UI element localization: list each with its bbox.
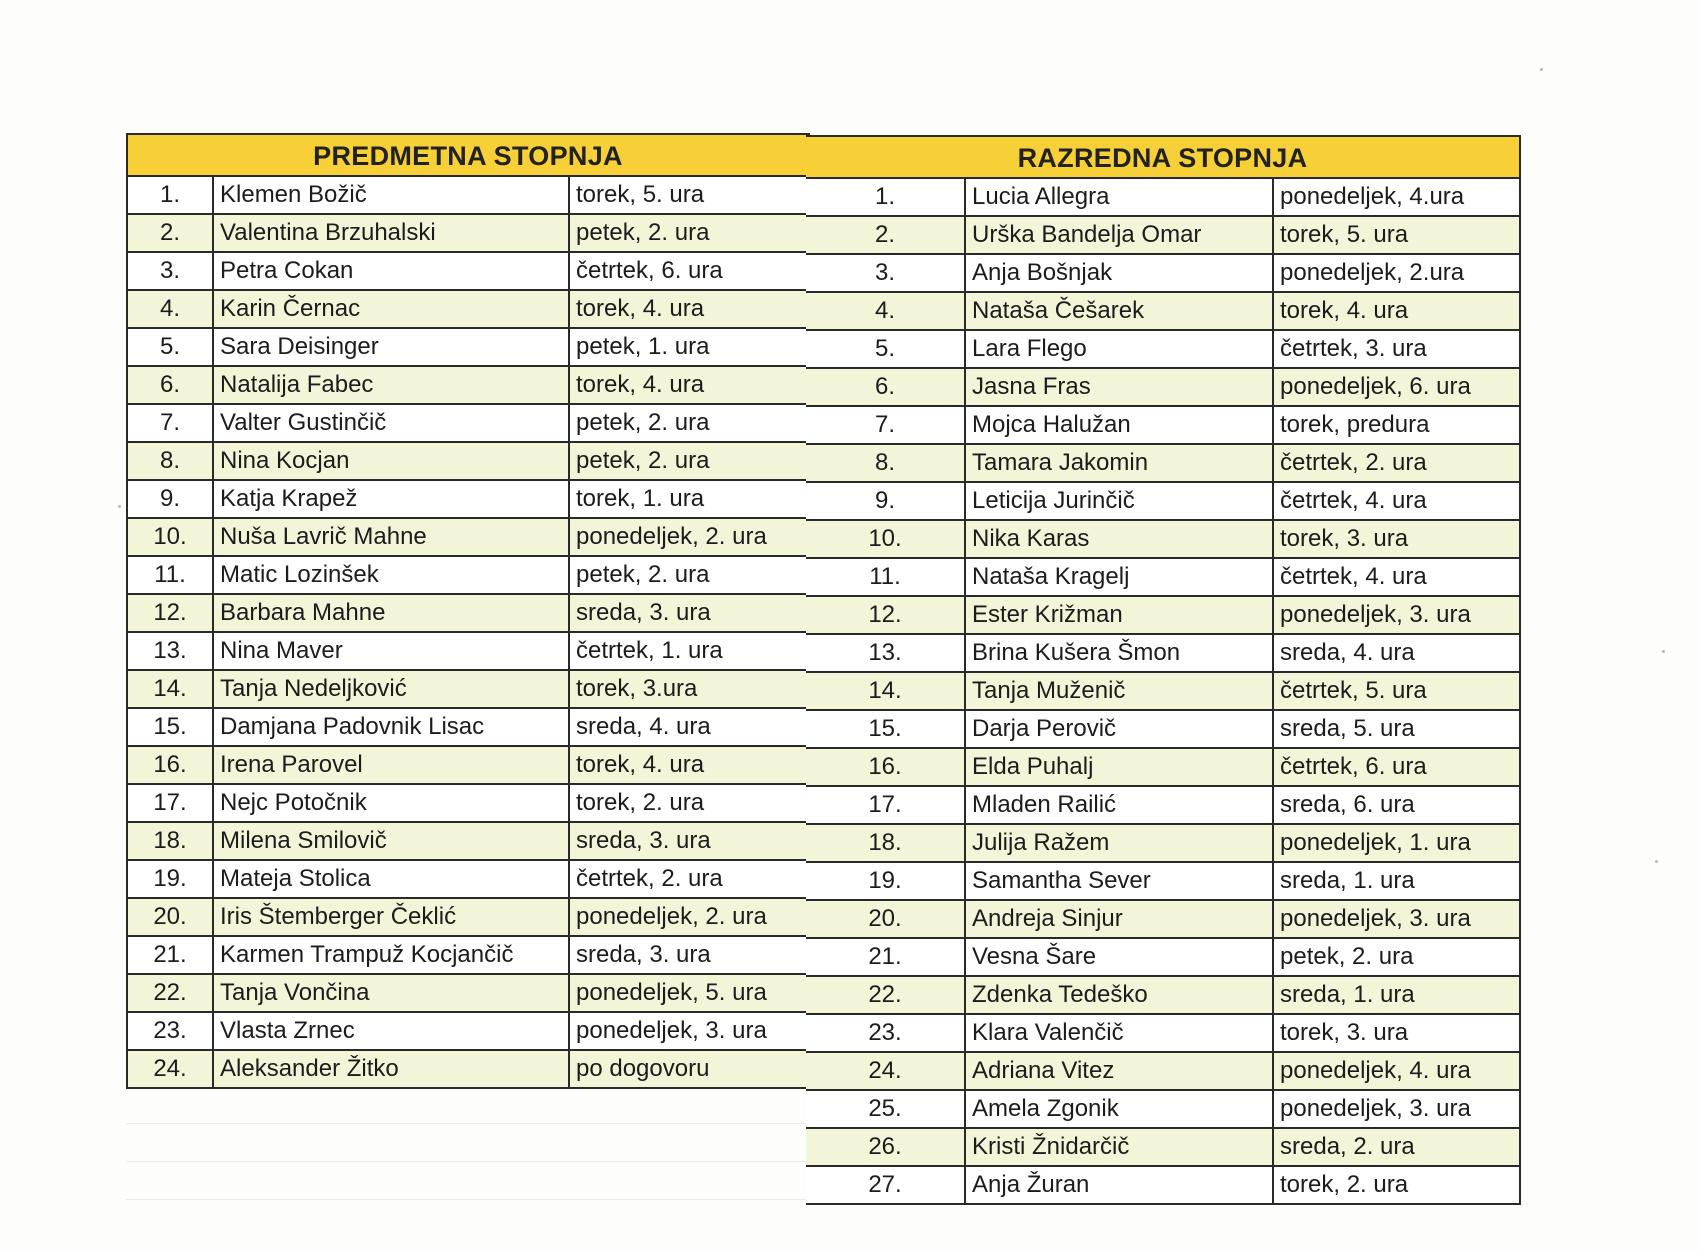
teacher-name: Jasna Fras: [964, 369, 1272, 405]
table-row: [128, 633, 808, 671]
teacher-name: Leticija Jurinčič: [964, 483, 1272, 519]
consultation-time: sreda, 6. ura: [1272, 787, 1519, 823]
consultation-time: torek, 4. ura: [1272, 293, 1519, 329]
consultation-time: petek, 2. ura: [568, 443, 808, 479]
row-number: 5.: [159, 333, 180, 360]
table-row: [128, 595, 808, 633]
teacher-name: Damjana Padovnik Lisac: [212, 709, 568, 745]
table-row: [806, 217, 1519, 255]
row-number: 19.: [153, 865, 187, 892]
row-number: 12.: [868, 601, 902, 628]
table-row: [806, 749, 1519, 787]
table-row: [806, 445, 1519, 483]
consultation-time: ponedeljek, 2. ura: [568, 899, 808, 935]
teacher-name: Katja Krapež: [212, 481, 568, 517]
teacher-name: Sara Deisinger: [212, 329, 568, 365]
row-number: 1.: [159, 181, 180, 208]
consultation-time: ponedeljek, 4. ura: [1272, 1053, 1519, 1089]
row-number: 2.: [874, 221, 895, 248]
table-row: [806, 1091, 1519, 1129]
consultation-time: sreda, 3. ura: [568, 823, 808, 859]
row-number: 3.: [159, 257, 180, 284]
consultation-time: petek, 1. ura: [568, 329, 808, 365]
teacher-name: Lara Flego: [964, 331, 1272, 367]
razredna-stopnja-rows: [806, 179, 1519, 1205]
row-number: 3.: [874, 259, 895, 286]
teacher-name: Iris Štemberger Čeklić: [212, 899, 568, 935]
consultation-time: sreda, 1. ura: [1272, 863, 1519, 899]
row-number: 4.: [159, 295, 180, 322]
teacher-name: Karin Černac: [212, 291, 568, 327]
row-number: 1.: [874, 183, 895, 210]
row-number: 14.: [868, 677, 902, 704]
row-number: 18.: [153, 827, 187, 854]
consultation-time: četrtek, 3. ura: [1272, 331, 1519, 367]
row-number: 16.: [153, 751, 187, 778]
consultation-time: sreda, 3. ura: [568, 595, 808, 631]
teacher-name: Klemen Božič: [212, 177, 568, 213]
row-number: 21.: [868, 943, 902, 970]
table-row: [128, 861, 808, 899]
consultation-time: četrtek, 6. ura: [568, 253, 808, 289]
row-number: 15.: [868, 715, 902, 742]
table-row: [806, 1167, 1519, 1205]
table-row: [128, 975, 808, 1013]
consultation-time: sreda, 4. ura: [568, 709, 808, 745]
consultation-time: četrtek, 6. ura: [1272, 749, 1519, 785]
consultation-time: torek, 3. ura: [1272, 1015, 1519, 1051]
table-row: [128, 519, 808, 557]
table-row: [806, 1129, 1519, 1167]
table-row: [128, 671, 808, 709]
row-number: 19.: [868, 867, 902, 894]
table-row: [128, 177, 808, 215]
consultation-time: sreda, 3. ura: [568, 937, 808, 973]
table-row: [806, 483, 1519, 521]
teacher-name: Tanja Vončina: [212, 975, 568, 1011]
table-row: [806, 521, 1519, 559]
consultation-time: sreda, 5. ura: [1272, 711, 1519, 747]
teacher-name: Ester Križman: [964, 597, 1272, 633]
row-number: 20.: [153, 903, 187, 930]
teacher-name: Lucia Allegra: [964, 179, 1272, 215]
consultation-time: sreda, 1. ura: [1272, 977, 1519, 1013]
table-row: [806, 369, 1519, 407]
teacher-name: Adriana Vitez: [964, 1053, 1272, 1089]
row-number: 11.: [154, 561, 186, 588]
table-row: [128, 215, 808, 253]
consultation-time: torek, 4. ura: [568, 291, 808, 327]
row-number: 25.: [868, 1095, 902, 1122]
teacher-name: Milena Smilovič: [212, 823, 568, 859]
row-number: 15.: [153, 713, 187, 740]
teacher-name: Natalija Fabec: [212, 367, 568, 403]
teacher-name: Nataša Kragelj: [964, 559, 1272, 595]
table-row: [128, 405, 808, 443]
table-row: [128, 899, 808, 937]
table-row: [128, 937, 808, 975]
teacher-name: Matic Lozinšek: [212, 557, 568, 593]
row-number: 11.: [869, 563, 901, 590]
consultation-time: torek, predura: [1272, 407, 1519, 443]
razredna-stopnja-table: [806, 135, 1521, 1205]
row-number: 8.: [159, 447, 180, 474]
consultation-time: ponedeljek, 3. ura: [1272, 901, 1519, 937]
consultation-time: četrtek, 4. ura: [1272, 559, 1519, 595]
row-number: 9.: [159, 485, 180, 512]
consultation-time: sreda, 4. ura: [1272, 635, 1519, 671]
teacher-name: Karmen Trampuž Kocjančič: [212, 937, 568, 973]
table-row: [806, 255, 1519, 293]
teacher-name: Tanja Nedeljković: [212, 671, 568, 707]
consultation-time: četrtek, 5. ura: [1272, 673, 1519, 709]
row-number: 4.: [874, 297, 895, 324]
scan-speck: [118, 505, 121, 508]
consultation-time: četrtek, 4. ura: [1272, 483, 1519, 519]
table-row: [806, 1053, 1519, 1091]
table-row: [806, 825, 1519, 863]
table-row: [806, 939, 1519, 977]
table-row: [806, 407, 1519, 445]
consultation-time: četrtek, 1. ura: [568, 633, 808, 669]
consultation-time: torek, 4. ura: [568, 367, 808, 403]
teacher-name: Nataša Češarek: [964, 293, 1272, 329]
teacher-name: Brina Kušera Šmon: [964, 635, 1272, 671]
row-number: 8.: [874, 449, 895, 476]
table-row: [806, 331, 1519, 369]
consultation-time: sreda, 2. ura: [1272, 1129, 1519, 1165]
row-number: 26.: [868, 1133, 902, 1160]
row-number: 7.: [874, 411, 895, 438]
row-number: 7.: [159, 409, 180, 436]
teacher-name: Julija Ražem: [964, 825, 1272, 861]
teacher-name: Elda Puhalj: [964, 749, 1272, 785]
consultation-time: ponedeljek, 2. ura: [568, 519, 808, 555]
row-number: 10.: [153, 523, 187, 550]
row-number: 13.: [153, 637, 187, 664]
consultation-time: torek, 3. ura: [1272, 521, 1519, 557]
teacher-name: Nejc Potočnik: [212, 785, 568, 821]
table-row: [128, 1013, 808, 1051]
predmetna-stopnja-table: [126, 133, 810, 1089]
consultation-time: ponedeljek, 2.ura: [1272, 255, 1519, 291]
consultation-time: četrtek, 2. ura: [1272, 445, 1519, 481]
table-row: [128, 291, 808, 329]
faint-grid-lines: [126, 1086, 806, 1206]
scan-speck: [1540, 68, 1543, 71]
teacher-name: Samantha Sever: [964, 863, 1272, 899]
row-number: 22.: [153, 979, 187, 1006]
teacher-name: Andreja Sinjur: [964, 901, 1272, 937]
consultation-time: ponedeljek, 3. ura: [568, 1013, 808, 1049]
row-number: 6.: [874, 373, 895, 400]
teacher-name: Petra Cokan: [212, 253, 568, 289]
teacher-name: Irena Parovel: [212, 747, 568, 783]
table-row: [806, 597, 1519, 635]
teacher-name: Nuša Lavrič Mahne: [212, 519, 568, 555]
table-row: [806, 293, 1519, 331]
consultation-time: po dogovoru: [568, 1051, 808, 1087]
table-row: [128, 253, 808, 291]
row-number: 20.: [868, 905, 902, 932]
table-row: [806, 673, 1519, 711]
consultation-time: torek, 5. ura: [1272, 217, 1519, 253]
table-row: [806, 711, 1519, 749]
teacher-name: Klara Valenčič: [964, 1015, 1272, 1051]
table-row: [128, 709, 808, 747]
row-number: 6.: [159, 371, 180, 398]
consultation-time: ponedeljek, 3. ura: [1272, 1091, 1519, 1127]
row-number: 9.: [874, 487, 895, 514]
table-row: [806, 787, 1519, 825]
consultation-time: torek, 3.ura: [568, 671, 808, 707]
teacher-name: Tamara Jakomin: [964, 445, 1272, 481]
row-number: 24.: [153, 1055, 187, 1082]
table-row: [806, 635, 1519, 673]
teacher-name: Vesna Šare: [964, 939, 1272, 975]
row-number: 23.: [153, 1017, 187, 1044]
consultation-time: ponedeljek, 4.ura: [1272, 179, 1519, 215]
consultation-time: torek, 5. ura: [568, 177, 808, 213]
row-number: 10.: [868, 525, 902, 552]
teacher-name: Valentina Brzuhalski: [212, 215, 568, 251]
row-number: 2.: [159, 219, 180, 246]
table-row: [128, 329, 808, 367]
table-row: [806, 559, 1519, 597]
teacher-name: Anja Žuran: [964, 1167, 1272, 1203]
predmetna-stopnja-header: PREDMETNA STOPNJA: [128, 135, 808, 177]
consultation-time: torek, 4. ura: [568, 747, 808, 783]
predmetna-stopnja-rows: [128, 177, 808, 1089]
row-number: 27.: [868, 1171, 902, 1198]
teacher-name: Mojca Halužan: [964, 407, 1272, 443]
consultation-time: četrtek, 2. ura: [568, 861, 808, 897]
consultation-time: torek, 1. ura: [568, 481, 808, 517]
teacher-name: Kristi Žnidarčič: [964, 1129, 1272, 1165]
table-row: [128, 1051, 808, 1089]
table-row: [806, 179, 1519, 217]
row-number: 17.: [153, 789, 187, 816]
row-number: 14.: [153, 675, 187, 702]
teacher-name: Aleksander Žitko: [212, 1051, 568, 1087]
table-row: [806, 863, 1519, 901]
row-number: 17.: [868, 791, 902, 818]
table-row: [128, 443, 808, 481]
row-number: 21.: [153, 941, 187, 968]
teacher-name: Valter Gustinčič: [212, 405, 568, 441]
teacher-name: Darja Perovič: [964, 711, 1272, 747]
row-number: 16.: [868, 753, 902, 780]
teacher-name: Nika Karas: [964, 521, 1272, 557]
table-row: [128, 481, 808, 519]
teacher-name: Tanja Muženič: [964, 673, 1272, 709]
table-row: [128, 785, 808, 823]
table-row: [128, 557, 808, 595]
table-row: [128, 747, 808, 785]
teacher-name: Zdenka Tedeško: [964, 977, 1272, 1013]
consultation-time: torek, 2. ura: [1272, 1167, 1519, 1203]
consultation-time: torek, 2. ura: [568, 785, 808, 821]
consultation-time: petek, 2. ura: [568, 557, 808, 593]
table-row: [806, 1015, 1519, 1053]
consultation-time: ponedeljek, 3. ura: [1272, 597, 1519, 633]
teacher-name: Nina Maver: [212, 633, 568, 669]
teacher-name: Vlasta Zrnec: [212, 1013, 568, 1049]
table-row: [128, 367, 808, 405]
row-number: 22.: [868, 981, 902, 1008]
scan-speck: [1655, 860, 1658, 863]
table-row: [806, 901, 1519, 939]
row-number: 23.: [868, 1019, 902, 1046]
teacher-name: Mladen Railić: [964, 787, 1272, 823]
teacher-name: Mateja Stolica: [212, 861, 568, 897]
consultation-time: petek, 2. ura: [568, 215, 808, 251]
consultation-time: petek, 2. ura: [1272, 939, 1519, 975]
teacher-name: Amela Zgonik: [964, 1091, 1272, 1127]
consultation-time: ponedeljek, 6. ura: [1272, 369, 1519, 405]
row-number: 18.: [868, 829, 902, 856]
table-row: [128, 823, 808, 861]
consultation-time: petek, 2. ura: [568, 405, 808, 441]
scan-speck: [1662, 650, 1665, 653]
teacher-name: Barbara Mahne: [212, 595, 568, 631]
row-number: 24.: [868, 1057, 902, 1084]
teacher-name: Urška Bandelja Omar: [964, 217, 1272, 253]
teacher-name: Nina Kocjan: [212, 443, 568, 479]
teacher-name: Anja Bošnjak: [964, 255, 1272, 291]
table-row: [806, 977, 1519, 1015]
razredna-stopnja-header: RAZREDNA STOPNJA: [806, 137, 1519, 179]
consultation-time: ponedeljek, 1. ura: [1272, 825, 1519, 861]
row-number: 12.: [153, 599, 187, 626]
row-number: 13.: [868, 639, 902, 666]
consultation-time: ponedeljek, 5. ura: [568, 975, 808, 1011]
row-number: 5.: [874, 335, 895, 362]
